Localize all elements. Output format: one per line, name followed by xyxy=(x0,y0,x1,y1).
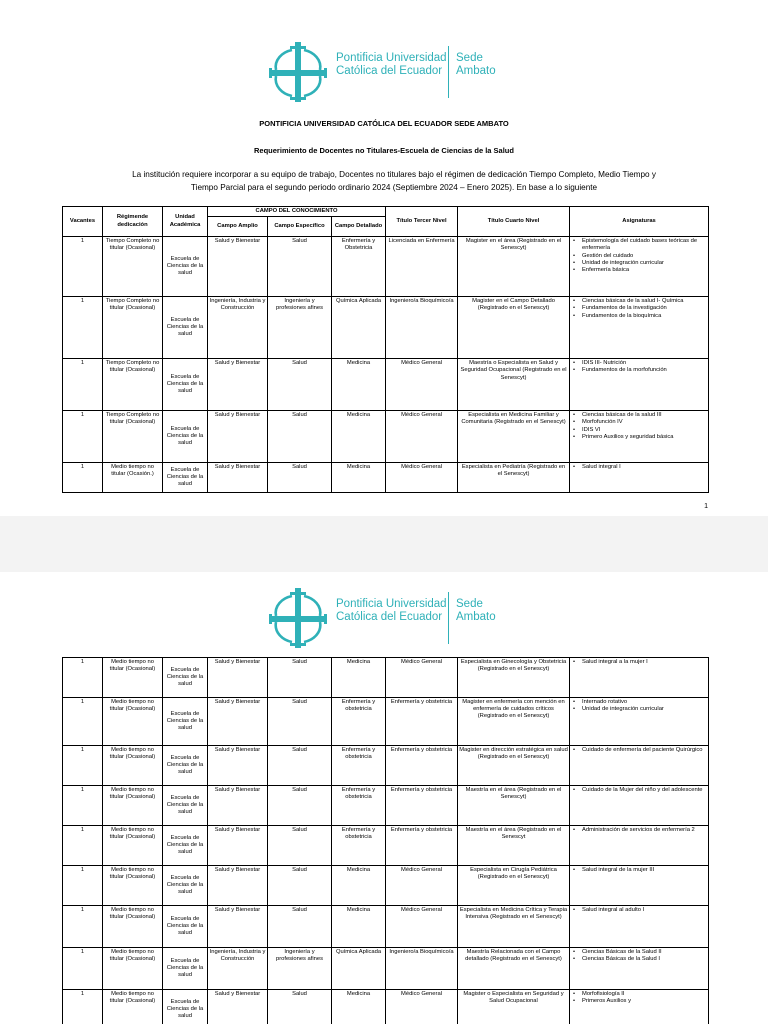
col-header-regimen: Régimende dedicación xyxy=(103,207,163,237)
cell-titulo-cuarto: Maestría en el área (Registrado en el Senescyt xyxy=(458,826,570,866)
table-row xyxy=(63,359,709,411)
subject-item: • Primero Auxilios y seguridad básica xyxy=(582,434,707,441)
subject-item: • Morfofunción IV xyxy=(582,419,707,426)
cell-titulo-cuarto: Magister en el Campo Detallado (Registrado en el Senescyt) xyxy=(458,297,570,359)
subject-list xyxy=(572,787,707,794)
cell-asignaturas xyxy=(570,237,709,297)
table-row xyxy=(63,411,709,463)
subject-item: • Enfermería básica xyxy=(582,267,707,274)
cell-regimen: Medio tiempo no titular (Ocasional) xyxy=(103,698,163,746)
cell-titulo-tercer: Médico General xyxy=(386,411,458,463)
cell-campo-detallado: Enfermería y obstetricia xyxy=(332,786,386,826)
cell-campo-detallado: Medicina xyxy=(332,658,386,698)
cell-unidad: Escuela de Ciencias de la salud xyxy=(163,866,208,906)
cell-titulo-cuarto: Especialista en Pediatría (Registrado en el Senescyt) xyxy=(458,463,570,493)
cell-asignaturas xyxy=(570,786,709,826)
cell-titulo-tercer: Médico General xyxy=(386,463,458,493)
cell-vacantes: 1 xyxy=(63,359,103,411)
cell-titulo-tercer: Licenciada en Enfermería xyxy=(386,237,458,297)
cell-campo-especifico: Salud xyxy=(268,359,332,411)
cross-emblem-icon xyxy=(266,40,330,104)
cell-titulo-tercer: Médico General xyxy=(386,359,458,411)
cell-campo-especifico: Salud xyxy=(268,658,332,698)
cell-campo-detallado: Química Aplicada xyxy=(332,297,386,359)
cell-unidad: Escuela de Ciencias de la salud xyxy=(163,411,208,463)
intro-paragraph: La institución requiere incorporar a su equipo de trabajo, Docentes no titulares bajo el régimen de dedicación Tiempo Completo, Medio Tiempo y Tiempo Parcial para el segundo periodo ordinario 2024 (Septiembre 2024 – Enero 2025). En base a lo siguiente xyxy=(132,170,656,192)
cell-campo-especifico: Salud xyxy=(268,463,332,493)
cell-campo-especifico: Ingeniería y profesiones afines xyxy=(268,297,332,359)
requirements-table-continued xyxy=(62,657,709,1024)
cell-campo-amplio: Salud y Bienestar xyxy=(208,463,268,493)
cell-titulo-tercer: Enfermería y obstetricia xyxy=(386,746,458,786)
cell-unidad: Escuela de Ciencias de la salud xyxy=(163,359,208,411)
cell-titulo-cuarto: Especialista en Ginecología y Obstetricia (Registrado en el Senescyt) xyxy=(458,658,570,698)
cell-titulo-tercer: Médico General xyxy=(386,906,458,948)
campus-name: Sede Ambato xyxy=(456,598,496,623)
cell-unidad: Escuela de Ciencias de la salud xyxy=(163,297,208,359)
cell-titulo-cuarto: Magister en el área (Registrado en el Senescyt) xyxy=(458,237,570,297)
cell-unidad: Escuela de Ciencias de la salud xyxy=(163,658,208,698)
cell-unidad: Escuela de Ciencias de la salud xyxy=(163,786,208,826)
page-gap xyxy=(0,516,768,572)
cell-campo-detallado: Enfermería y obstetricia xyxy=(332,698,386,746)
cell-titulo-cuarto: Especialista en Medicina Crítica y Terapia Intensiva (Registrado en el Senescyt) xyxy=(458,906,570,948)
cell-vacantes: 1 xyxy=(63,826,103,866)
cell-vacantes: 1 xyxy=(63,237,103,297)
subject-item: • Administración de servicios de enfermería 2 xyxy=(582,827,707,834)
subject-list xyxy=(572,464,707,471)
cell-campo-especifico: Salud xyxy=(268,866,332,906)
cell-asignaturas xyxy=(570,990,709,1024)
col-header-asignaturas: Asignaturas xyxy=(570,207,709,237)
subject-list xyxy=(572,412,707,441)
cell-campo-amplio: Salud y Bienestar xyxy=(208,826,268,866)
subject-item: • Salud integral al adulto I xyxy=(582,907,707,914)
cell-titulo-cuarto: Magister o Especialista en Seguridad y Salud Ocupacional xyxy=(458,990,570,1024)
cell-asignaturas xyxy=(570,658,709,698)
cell-campo-detallado: Enfermería y Obstetricia xyxy=(332,237,386,297)
cell-vacantes: 1 xyxy=(63,746,103,786)
table-row xyxy=(63,297,709,359)
logo-divider xyxy=(448,592,449,644)
col-header-tercer-nivel: Título Tercer Nivel xyxy=(386,207,458,237)
subject-item: • Unidad de integración curricular xyxy=(582,260,707,267)
cell-vacantes: 1 xyxy=(63,463,103,493)
university-name: Pontificia Universidad Católica del Ecuador xyxy=(336,598,447,623)
cell-regimen: Medio tiempo no titular (Ocasional) xyxy=(103,826,163,866)
cell-regimen: Medio tiempo no titular (Ocasional) xyxy=(103,948,163,990)
table-row xyxy=(63,746,709,786)
cell-titulo-cuarto: Especialista en Medicina Familiar y Comunitaria (Registrado en el Senescyt) xyxy=(458,411,570,463)
cell-titulo-tercer: Enfermería y obstetricia xyxy=(386,786,458,826)
cell-campo-especifico: Salud xyxy=(268,746,332,786)
col-header-campo-detallado: Campo Detallado xyxy=(332,217,386,237)
subject-list xyxy=(572,827,707,834)
cell-regimen: Medio tiempo no titular (Ocasión.) xyxy=(103,463,163,493)
cell-campo-amplio: Salud y Bienestar xyxy=(208,906,268,948)
subject-item: • Morfofisiología II xyxy=(582,991,707,998)
cell-campo-especifico: Salud xyxy=(268,826,332,866)
cell-vacantes: 1 xyxy=(63,698,103,746)
university-name: Pontificia Universidad Católica del Ecuador xyxy=(336,52,447,77)
cell-asignaturas xyxy=(570,463,709,493)
subject-item: • Fundamentos de la bioquímica xyxy=(582,313,707,320)
subject-list xyxy=(572,238,707,274)
cell-campo-amplio: Salud y Bienestar xyxy=(208,990,268,1024)
cell-asignaturas xyxy=(570,826,709,866)
subject-item: • Fundamentos de la morfofunción xyxy=(582,367,707,374)
document-subheading: Requerimiento de Docentes no Titulares-Escuela de Ciencias de la Salud xyxy=(254,146,514,155)
cell-regimen: Tiempo Completo no titular (Ocasional) xyxy=(103,297,163,359)
cell-titulo-tercer: Enfermería y obstetricia xyxy=(386,698,458,746)
cell-titulo-tercer: Médico General xyxy=(386,658,458,698)
cell-campo-amplio: Salud y Bienestar xyxy=(208,411,268,463)
cell-asignaturas xyxy=(570,359,709,411)
cell-regimen: Tiempo Completo no titular (Ocasional) xyxy=(103,411,163,463)
table-row xyxy=(63,237,709,297)
cell-regimen: Medio tiempo no titular (Ocasional) xyxy=(103,866,163,906)
cell-campo-amplio: Salud y Bienestar xyxy=(208,786,268,826)
subject-item: • Ciencias Básicas de la Salud I xyxy=(582,956,707,963)
document-heading: PONTIFICIA UNIVERSIDAD CATÓLICA DEL ECUADOR SEDE AMBATO xyxy=(259,119,509,128)
cell-unidad: Escuela de Ciencias de la salud xyxy=(163,698,208,746)
subject-item: • Epistemología del cuidado bases teóricas de enfermería xyxy=(582,238,707,252)
cell-unidad: Escuela de Ciencias de la salud xyxy=(163,906,208,948)
requirements-table xyxy=(62,206,709,493)
cell-unidad: Escuela de Ciencias de la salud xyxy=(163,948,208,990)
cell-titulo-tercer: Enfermería y obstetricia xyxy=(386,826,458,866)
subject-item: • Ciencias Básicas de la Salud II xyxy=(582,949,707,956)
subject-list xyxy=(572,360,707,374)
col-header-unidad: Unidad Académica xyxy=(163,207,208,237)
cell-campo-amplio: Salud y Bienestar xyxy=(208,658,268,698)
cell-vacantes: 1 xyxy=(63,786,103,826)
cell-regimen: Tiempo Completo no titular (Ocasional) xyxy=(103,359,163,411)
cell-campo-amplio: Salud y Bienestar xyxy=(208,746,268,786)
subject-item: • Cuidado de la Mujer del niño y del adolescente xyxy=(582,787,707,794)
cell-regimen: Medio tiempo no titular (Ocasional) xyxy=(103,746,163,786)
table-row xyxy=(63,866,709,906)
cross-emblem-icon xyxy=(266,586,330,650)
subject-item: • Internado rotativo xyxy=(582,699,707,706)
cell-regimen: Medio tiempo no titular (Ocasional) xyxy=(103,906,163,948)
subject-item: • IDIS III- Nutrición xyxy=(582,360,707,367)
cell-campo-amplio: Salud y Bienestar xyxy=(208,698,268,746)
table-row xyxy=(63,698,709,746)
cell-campo-especifico: Salud xyxy=(268,906,332,948)
cell-vacantes: 1 xyxy=(63,948,103,990)
cell-campo-amplio: Salud y Bienestar xyxy=(208,866,268,906)
cell-titulo-tercer: Médico General xyxy=(386,866,458,906)
subject-list xyxy=(572,949,707,963)
subject-item: • Salud integral I xyxy=(582,464,707,471)
campus-name: Sede Ambato xyxy=(456,52,496,77)
cell-campo-especifico: Salud xyxy=(268,990,332,1024)
cell-unidad: Escuela de Ciencias de la salud xyxy=(163,990,208,1024)
cell-titulo-cuarto: Magister en enfermería con mención en enfermería de cuidados críticos (Registrado en el Senescyt) xyxy=(458,698,570,746)
col-header-campo: CAMPO DEL CONOCIMIENTO xyxy=(208,207,386,217)
cell-campo-detallado: Medicina xyxy=(332,411,386,463)
table-row xyxy=(63,463,709,493)
subject-item: • Salud integral de la mujer III xyxy=(582,867,707,874)
subject-list xyxy=(572,991,707,1005)
subject-list xyxy=(572,699,707,713)
cell-campo-especifico: Ingeniería y profesiones afines xyxy=(268,948,332,990)
table-row xyxy=(63,990,709,1024)
cell-campo-especifico: Salud xyxy=(268,237,332,297)
table-row xyxy=(63,658,709,698)
col-header-vacantes: Vacantes xyxy=(63,207,103,237)
table-row xyxy=(63,948,709,990)
subject-list xyxy=(572,747,707,754)
subject-list xyxy=(572,298,707,320)
cell-campo-amplio: Ingeniería, Industria y Construcción xyxy=(208,297,268,359)
cell-campo-amplio: Salud y Bienestar xyxy=(208,237,268,297)
subject-item: • Fundamentos de la investigación xyxy=(582,305,707,312)
subject-item: • Cuidado de enfermería del paciente Quirúrgico xyxy=(582,747,707,754)
table-row xyxy=(63,826,709,866)
cell-unidad: Escuela de Ciencias de la salud xyxy=(163,746,208,786)
cell-unidad: Escuela de Ciencias de la salud xyxy=(163,826,208,866)
cell-campo-detallado: Química Aplicada xyxy=(332,948,386,990)
cell-campo-detallado: Medicina xyxy=(332,463,386,493)
subject-item: • Unidad de integración curricular xyxy=(582,706,707,713)
col-header-campo-especifico: Campo Específico xyxy=(268,217,332,237)
cell-campo-detallado: Enfermería y obstetricia xyxy=(332,746,386,786)
cell-asignaturas xyxy=(570,866,709,906)
table-row xyxy=(63,906,709,948)
cell-vacantes: 1 xyxy=(63,297,103,359)
cell-regimen: Medio tiempo no titular (Ocasional) xyxy=(103,990,163,1024)
cell-unidad: Escuela de Ciencias de la salud xyxy=(163,463,208,493)
university-logo xyxy=(266,40,506,110)
subject-item: • Gestión del cuidado xyxy=(582,253,707,260)
subject-item: • Ciencias básicas de la salud III xyxy=(582,412,707,419)
cell-vacantes: 1 xyxy=(63,658,103,698)
subject-item: • IDIS VI xyxy=(582,427,707,434)
subject-item: • Primeros Auxilios y xyxy=(582,998,707,1005)
subject-list xyxy=(572,659,707,666)
cell-titulo-cuarto: Maestría Relacionada con el Campo detallado (Registrado en el Senescyt) xyxy=(458,948,570,990)
cell-regimen: Tiempo Completo no titular (Ocasional) xyxy=(103,237,163,297)
page-number: 1 xyxy=(704,503,708,510)
cell-campo-detallado: Medicina xyxy=(332,359,386,411)
cell-campo-especifico: Salud xyxy=(268,786,332,826)
cell-campo-detallado: Medicina xyxy=(332,906,386,948)
cell-campo-detallado: Medicina xyxy=(332,866,386,906)
subject-list xyxy=(572,907,707,914)
cell-campo-detallado: Medicina xyxy=(332,990,386,1024)
col-header-cuarto-nivel: Título Cuarto Nivel xyxy=(458,207,570,237)
cell-titulo-cuarto: Maestría o Especialista en Salud y Seguridad Ocupacional (Registrado en el Senescyt) xyxy=(458,359,570,411)
cell-asignaturas xyxy=(570,297,709,359)
cell-regimen: Medio tiempo no titular (Ocasional) xyxy=(103,658,163,698)
cell-campo-especifico: Salud xyxy=(268,411,332,463)
cell-asignaturas xyxy=(570,948,709,990)
cell-asignaturas xyxy=(570,698,709,746)
cell-asignaturas xyxy=(570,906,709,948)
cell-vacantes: 1 xyxy=(63,990,103,1024)
cell-campo-especifico: Salud xyxy=(268,698,332,746)
subject-item: • Salud integral a la mujer I xyxy=(582,659,707,666)
cell-titulo-cuarto: Especialista en Cirugía Pediátrica (Registrado en el Senescyt) xyxy=(458,866,570,906)
subject-item: • Ciencias básicas de la salud I- Química xyxy=(582,298,707,305)
cell-regimen: Medio tiempo no titular (Ocasional) xyxy=(103,786,163,826)
subject-list xyxy=(572,867,707,874)
cell-vacantes: 1 xyxy=(63,866,103,906)
cell-titulo-tercer: Ingeniero/a Bioquímico/a xyxy=(386,297,458,359)
cell-vacantes: 1 xyxy=(63,411,103,463)
cell-vacantes: 1 xyxy=(63,906,103,948)
cell-titulo-tercer: Médico General xyxy=(386,990,458,1024)
university-logo xyxy=(266,586,506,656)
cell-titulo-cuarto: Magister en dirección estratégica en salud (Registrado en el Senescyt) xyxy=(458,746,570,786)
document-page-2 xyxy=(0,572,768,1024)
cell-campo-amplio: Salud y Bienestar xyxy=(208,359,268,411)
table-row xyxy=(63,786,709,826)
cell-campo-detallado: Enfermería y obstetricia xyxy=(332,826,386,866)
cell-unidad: Escuela de Ciencias de la salud xyxy=(163,237,208,297)
logo-divider xyxy=(448,46,449,98)
cell-titulo-cuarto: Maestría en el área (Registrado en el Senescyt) xyxy=(458,786,570,826)
cell-asignaturas xyxy=(570,746,709,786)
cell-titulo-tercer: Ingeniero/a Bioquímico/a xyxy=(386,948,458,990)
cell-asignaturas xyxy=(570,411,709,463)
cell-campo-amplio: Ingeniería, Industria y Construcción xyxy=(208,948,268,990)
col-header-campo-amplio: Campo Amplio xyxy=(208,217,268,237)
